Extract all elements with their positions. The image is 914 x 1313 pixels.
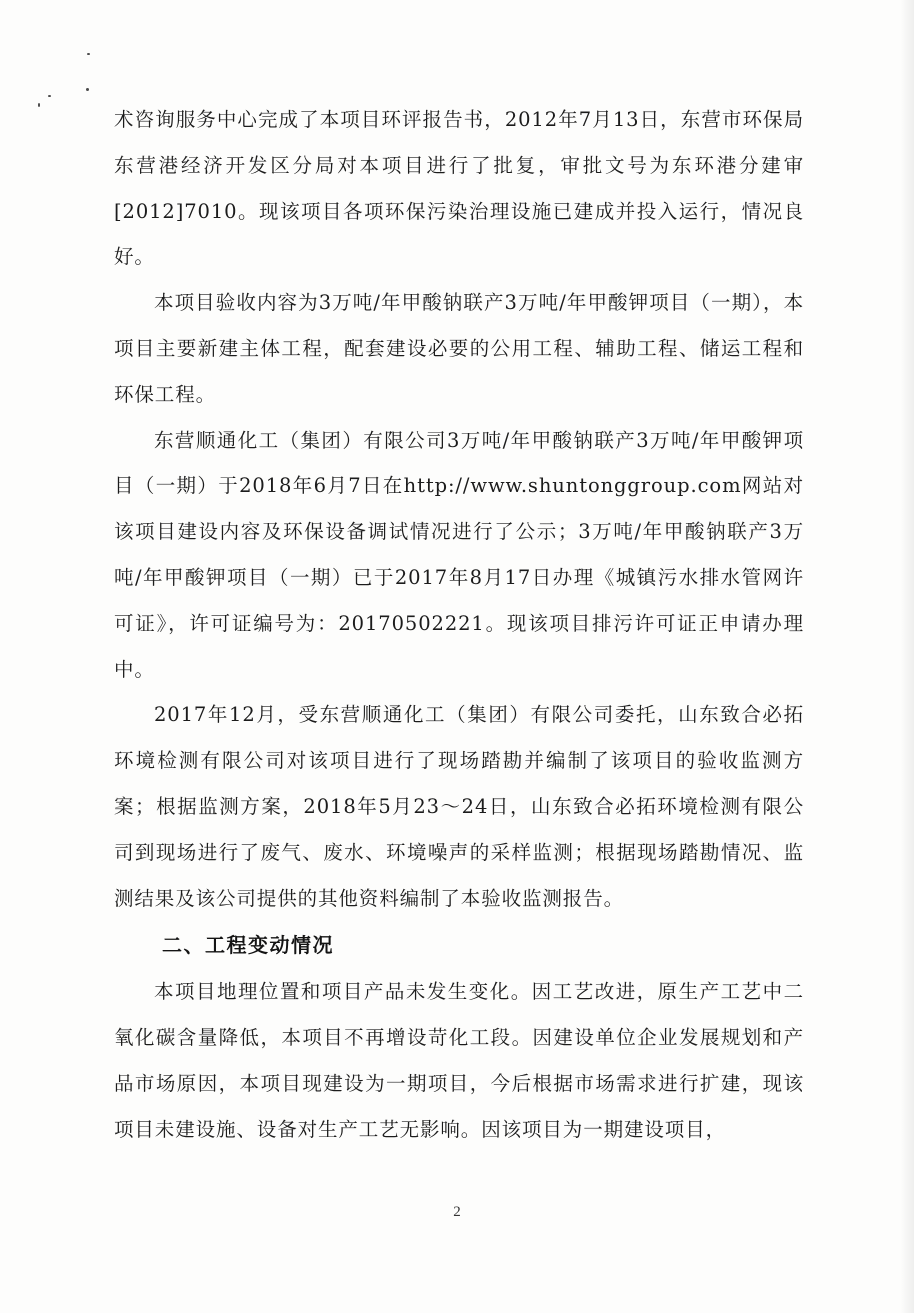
body-paragraph: 本项目地理位置和项目产品未发生变化。因工艺改进，原生产工艺中二氧化碳含量降低，本项目不再增设苛化工段。因建设单位企业发展规划和产品市场原因，本项目现建设为一期项目，今后根据市场需求进行扩建，现该项目未建设施、设备对生产工艺无影响。因该项目为一期建设项目，	[114, 980, 804, 1141]
body-paragraph: 2017年12月，受东营顺通化工（集团）有限公司委托，山东致合必拓环境检测有限公司对该项目进行了现场踏勘并编制了该项目的验收监测方案；根据监测方案，2018年5月23～24日，山东致合必拓环境检测有限公司到现场进行了废气、废水、环境噪声的采样监测；根据现场踏勘情况、监测结果及该公司提供的其他资料编制了本验收监测报告。	[114, 703, 804, 910]
scan-edge-shadow	[900, 0, 914, 1313]
page-number: 2	[453, 1204, 461, 1220]
document-body	[114, 97, 804, 1153]
section-heading: 二、工程变动情况	[162, 933, 334, 958]
body-paragraph: 本项目验收内容为3万吨/年甲酸钠联产3万吨/年甲酸钾项目（一期），本项目主要新建主体工程，配套建设必要的公用工程、辅助工程、储运工程和环保工程。	[114, 291, 804, 406]
body-paragraph: 东营顺通化工（集团）有限公司3万吨/年甲酸钠联产3万吨/年甲酸钾项目（一期）于2018年6月7日在http://www.shuntonggroup.com网站对该项目建设内容及环保设备调试情况进行了公示；3万吨/年甲酸钠联产3万吨/年甲酸钾项目（一期）已于2017年8月17日办理《城镇污水排水管网许可证》，许可证编号为：20170502221。现该项目排污许可证正申请办理中。	[114, 428, 804, 681]
body-paragraph: 术咨询服务中心完成了本项目环评报告书，2012年7月13日，东营市环保局东营港经济开发区分局对本项目进行了批复，审批文号为东环港分建审[2012]7010。现该项目各项环保污染治理设施已建成并投入运行，情况良好。	[114, 108, 804, 269]
scan-speck	[86, 88, 89, 91]
scan-speck	[48, 95, 51, 97]
scan-speck	[38, 103, 40, 107]
scan-speck	[87, 53, 90, 55]
